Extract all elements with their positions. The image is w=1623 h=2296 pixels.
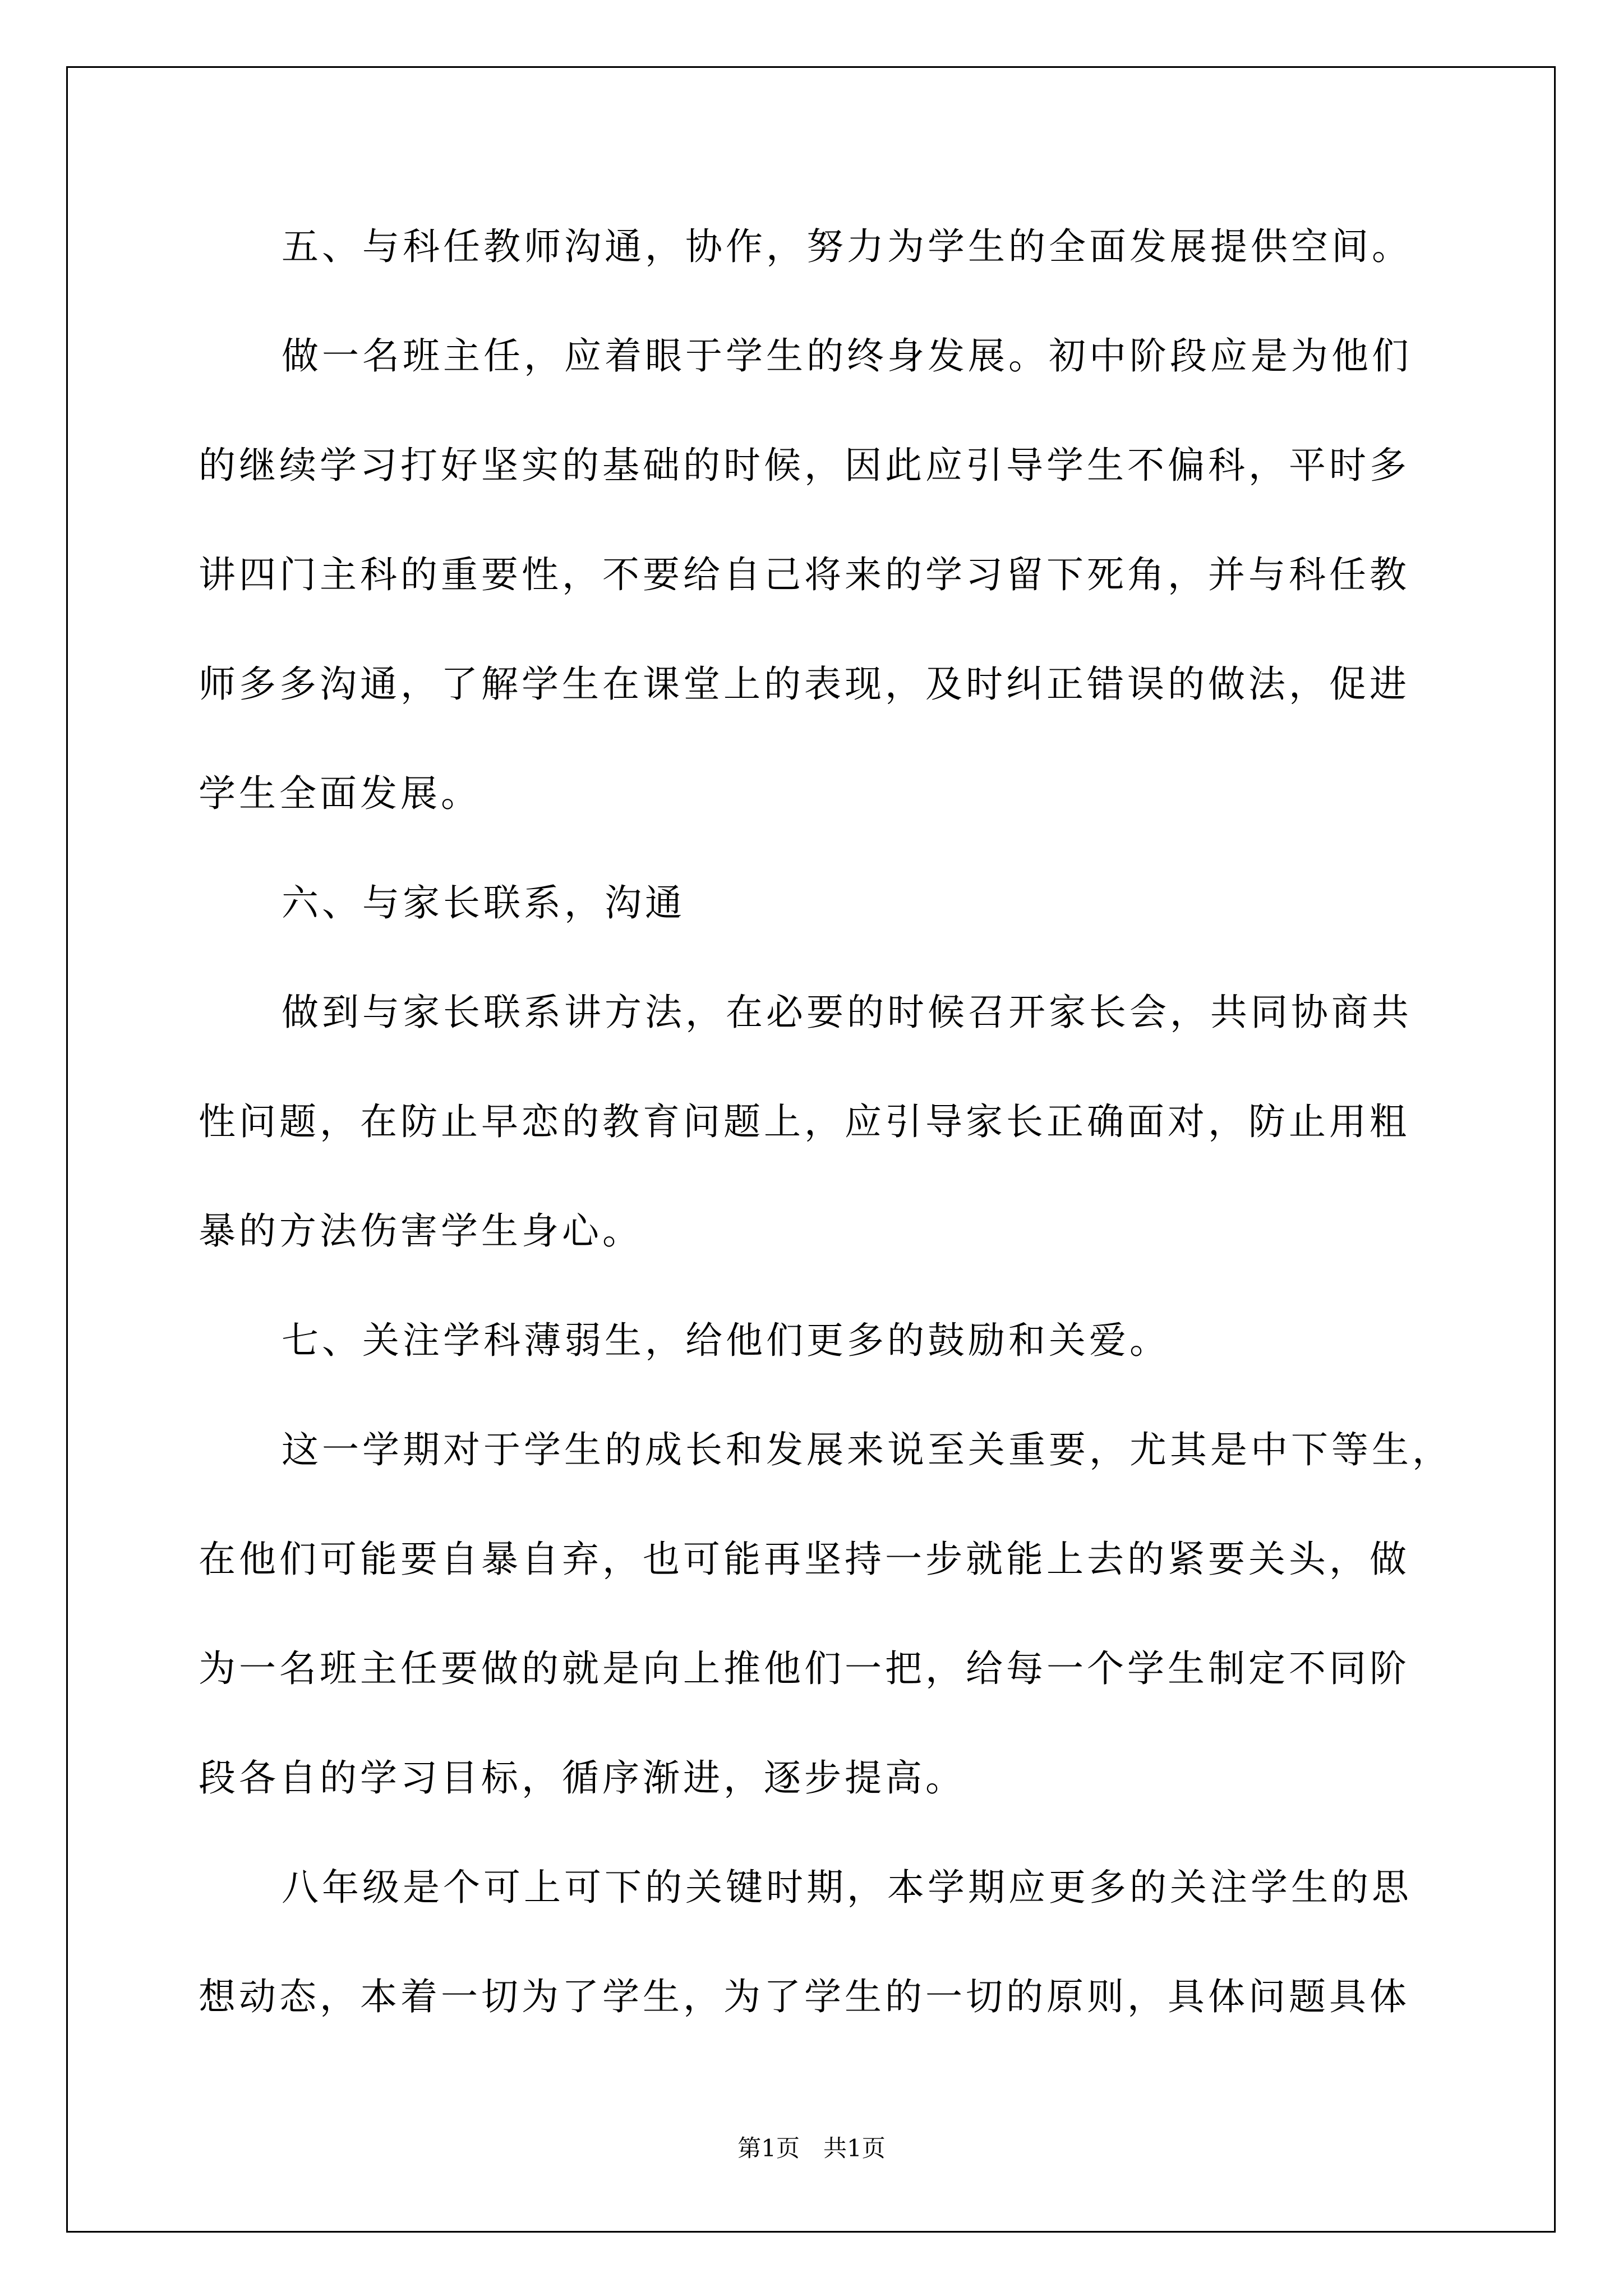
- text-line: 做一名班主任，应着眼于学生的终身发展。初中阶段应是为他们: [282, 334, 1412, 378]
- text-line: 的继续学习打好坚实的基础的时候，因此应引导学生不偏科，平时多: [199, 444, 1410, 487]
- text-line: 为一名班主任要做的就是向上推他们一把，给每一个学生制定不同阶: [199, 1647, 1410, 1690]
- section-heading: 六、与家长联系，沟通: [282, 881, 685, 924]
- text-line: 五、与科任教师沟通，协作，努力为学生的全面发展提供空间。: [282, 225, 1412, 268]
- text-line: 讲四门主科的重要性，不要给自己将来的学习留下死角，并与科任教: [199, 553, 1410, 596]
- page-number-footer: 第1页 共1页: [737, 2134, 886, 2162]
- text-line: 做到与家长联系讲方法，在必要的时候召开家长会，共同协商共: [282, 991, 1412, 1034]
- text-line: 八年级是个可上可下的关键时期，本学期应更多的关注学生的思: [282, 1866, 1412, 1909]
- text-line: 师多多沟通，了解学生在课堂上的表现，及时纠正错误的做法，促进: [199, 662, 1410, 706]
- text-line: 想动态，本着一切为了学生，为了学生的一切的原则，具体问题具体: [199, 1975, 1410, 2018]
- text-line: 暴的方法伤害学生身心。: [199, 1209, 643, 1253]
- text-line: 性问题，在防止早恋的教育问题上，应引导家长正确面对，防止用粗: [199, 1100, 1410, 1143]
- text-line: 在他们可能要自暴自弃，也可能再坚持一步就能上去的紧要关头，做: [199, 1538, 1410, 1581]
- text-line: 段各自的学习目标，循序渐进，逐步提高。: [199, 1756, 966, 1800]
- text-line: 这一学期对于学生的成长和发展来说至关重要，尤其是中下等生，: [282, 1428, 1453, 1471]
- text-line: 学生全面发展。: [199, 772, 481, 815]
- section-heading: 七、关注学科薄弱生，给他们更多的鼓励和关爱。: [282, 1319, 1170, 1362]
